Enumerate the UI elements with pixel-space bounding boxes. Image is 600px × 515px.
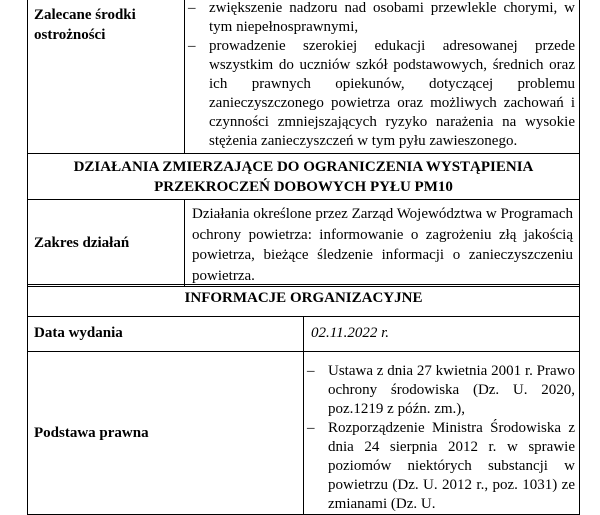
- scope-text: Działania określone przez Zarząd Województwa w Programach ochrony powietrza: informowanie o zagrożeniu złą jakością powietrza, bieżące śledzenie informacji o zanieczyszczeniu powietrza.: [192, 206, 573, 284]
- issue-date-value: 02.11.2022 r.: [311, 325, 390, 341]
- list-item: – zwiększenie nadzoru nad osobami przewlekle chorymi, w tym niepełnosprawnymi,: [188, 0, 575, 35]
- issue-date-row: [28, 317, 580, 352]
- legal-basis-label: Podstawa prawna: [34, 425, 149, 441]
- org-header: INFORMACJE ORGANIZACYJNE: [28, 285, 580, 317]
- actions-header: DZIAŁANIA ZMIERZAJĄCE DO OGRANICZENIA WYSTĄPIENIA PRZEKROCZEŃ DOBOWYCH PYŁU PM10: [28, 154, 580, 200]
- legal-basis-list: [304, 362, 579, 514]
- list-item: – prowadzenie szerokiej edukacji adresowanej przede wszystkim do uczniów szkół podstawowych, średnich oraz ich prawnych opiekunów, dotyczącej problemu zanieczyszczonego powietrza oraz możliwych zachowań i czynności zmniejszających ryzyko narażenia na wysokie stężenia zanieczyszczeń w tym pyłu zawieszonego.: [188, 38, 575, 149]
- scope-label: Zakres działań: [34, 235, 130, 251]
- scope-label-cell: [28, 200, 185, 287]
- scope-content-cell: [185, 200, 580, 287]
- dash-marker: –: [188, 0, 196, 16]
- measures-table: [27, 0, 580, 287]
- precautions-label-cell: [28, 0, 185, 154]
- legal-basis-content-cell: [304, 352, 580, 515]
- issue-date-label: Data wydania: [34, 325, 123, 341]
- dash-marker: –: [307, 420, 315, 436]
- legal-basis-label-cell: [28, 352, 304, 515]
- precautions-list: [185, 0, 579, 151]
- dash-marker: –: [307, 363, 315, 379]
- actions-header-row: [28, 154, 580, 200]
- precautions-row: [28, 0, 580, 154]
- precautions-label: Zalecane środki ostrożności: [34, 7, 136, 43]
- list-item: – Rozporządzenie Ministra Środowiska z dnia 24 sierpnia 2012 r. w sprawie poziomów niektórych substancji w powietrzu (Dz. U. 2012 r., poz. 1031) ze zmianami (Dz. U.: [307, 420, 575, 512]
- precautions-content-cell: [185, 0, 580, 154]
- scope-row: [28, 200, 580, 287]
- organizational-info-table: [27, 284, 580, 515]
- issue-date-value-cell: [304, 317, 580, 352]
- org-header-row: [28, 285, 580, 317]
- dash-marker: –: [188, 38, 196, 54]
- legal-basis-row: [28, 352, 580, 515]
- issue-date-label-cell: [28, 317, 304, 352]
- list-item: – Ustawa z dnia 27 kwietnia 2001 r. Prawo ochrony środowiska (Dz. U. 2020, poz.1219 z późn. zm.),: [307, 363, 575, 417]
